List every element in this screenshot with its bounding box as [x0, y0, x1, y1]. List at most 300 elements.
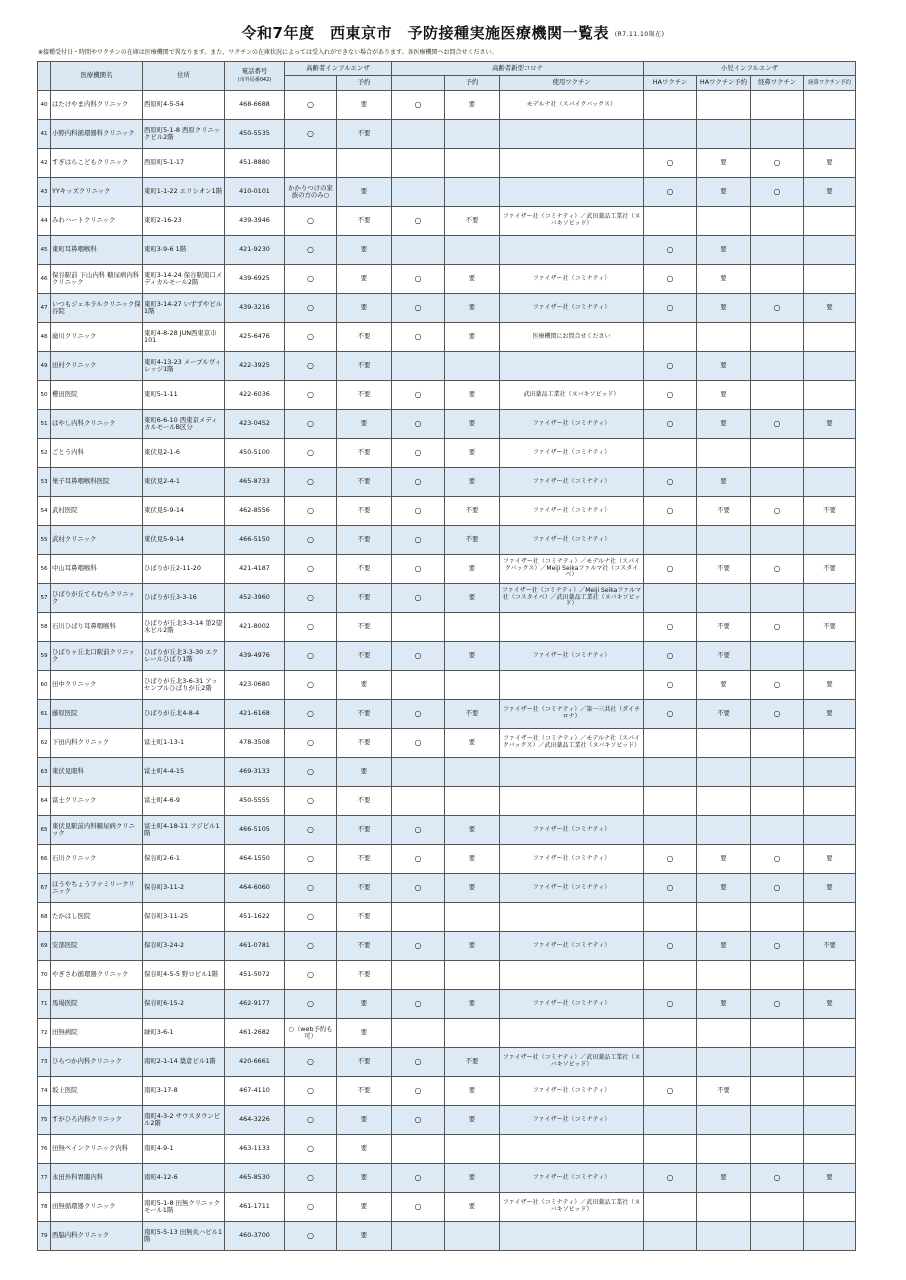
clinic-name: 西脇内科クリニック: [51, 1222, 143, 1251]
ha-reserve: 要: [697, 178, 751, 207]
clinic-phone: 452-3960: [225, 584, 285, 613]
clinic-phone: 466-5150: [225, 526, 285, 555]
elderly-flu-mark: ○: [285, 497, 337, 526]
elderly-flu-mark: ○: [285, 758, 337, 787]
ha-reserve: 要: [697, 294, 751, 323]
nasal-vaccine-mark: [751, 1106, 804, 1135]
vaccine-used: [500, 120, 644, 149]
row-number: 68: [38, 903, 51, 932]
ha-reserve: 要: [697, 265, 751, 294]
elderly-flu-mark: [285, 149, 337, 178]
table-row: [38, 236, 856, 265]
elderly-flu-reserve: 不要: [337, 584, 392, 613]
clinic-address: 富士町4-4-15: [143, 758, 225, 787]
table-row: [38, 671, 856, 700]
clinic-name: たかはし医院: [51, 903, 143, 932]
row-number: 54: [38, 497, 51, 526]
elderly-covid-mark: [392, 787, 445, 816]
elderly-flu-mark: かかりつけの家族の方のみ○: [285, 178, 337, 207]
nasal-reserve: [804, 1048, 856, 1077]
nasal-vaccine-mark: [751, 961, 804, 990]
ha-vaccine-mark: [644, 787, 697, 816]
row-number: 42: [38, 149, 51, 178]
clinic-name: 櫻田医院: [51, 381, 143, 410]
table-row: [38, 1222, 856, 1251]
row-number: 77: [38, 1164, 51, 1193]
clinic-phone: 451-1622: [225, 903, 285, 932]
clinic-name: ひばりヶ丘北口駅前クリニック: [51, 642, 143, 671]
nasal-reserve: [804, 352, 856, 381]
nasal-reserve: [804, 120, 856, 149]
elderly-covid-mark: [392, 671, 445, 700]
vaccine-used: ファイザー社（コミナティ）: [500, 265, 644, 294]
table-row: [38, 903, 856, 932]
elderly-flu-reserve: 要: [337, 1019, 392, 1048]
table-row: [38, 352, 856, 381]
elderly-covid-mark: ○: [392, 91, 445, 120]
elderly-flu-reserve: 不要: [337, 120, 392, 149]
nasal-reserve: [804, 1106, 856, 1135]
elderly-covid-mark: ○: [392, 294, 445, 323]
vaccine-used: ファイザー社（コミナティ）: [500, 1077, 644, 1106]
elderly-covid-reserve: 要: [445, 410, 500, 439]
nasal-reserve: 要: [804, 294, 856, 323]
notice-text: ※接種受付日・時間やワクチンの在庫は医療機関で異なります。また、ワクチンの在庫状況によっては受入れができない場合があります。各医療機関へお問合せください。: [38, 49, 498, 56]
elderly-flu-reserve: 要: [337, 1193, 392, 1222]
clinic-name: 下田内科クリニック: [51, 729, 143, 758]
ha-reserve: 要: [697, 1164, 751, 1193]
row-number: 74: [38, 1077, 51, 1106]
elderly-flu-reserve: 要: [337, 758, 392, 787]
elderly-flu-reserve: 不要: [337, 1077, 392, 1106]
elderly-flu-reserve: 要: [337, 91, 392, 120]
ha-reserve: 要: [697, 149, 751, 178]
clinic-name: 東伏見駅前内科糖尿病クリニック: [51, 816, 143, 845]
nasal-vaccine-mark: [751, 1019, 804, 1048]
nasal-vaccine-mark: [751, 816, 804, 845]
row-number: 40: [38, 91, 51, 120]
elderly-covid-mark: ○: [392, 497, 445, 526]
elderly-covid-reserve: 要: [445, 1106, 500, 1135]
nasal-reserve: [804, 642, 856, 671]
nasal-vaccine-mark: [751, 787, 804, 816]
clinic-address: 西原町5-1-17: [143, 149, 225, 178]
table-row: [38, 178, 856, 207]
row-number: 47: [38, 294, 51, 323]
clinic-phone: 462-9177: [225, 990, 285, 1019]
table-row: [38, 874, 856, 903]
ha-vaccine-mark: ○: [644, 149, 697, 178]
ha-vaccine-mark: [644, 1135, 697, 1164]
ha-reserve: 要: [697, 410, 751, 439]
elderly-covid-mark: ○: [392, 207, 445, 236]
elderly-flu-mark: ○: [285, 207, 337, 236]
elderly-covid-mark: ○: [392, 265, 445, 294]
nasal-reserve: 要: [804, 149, 856, 178]
elderly-flu-mark: ○: [285, 526, 337, 555]
vaccine-used: [500, 236, 644, 265]
elderly-covid-mark: [392, 1019, 445, 1048]
elderly-flu-mark: ○: [285, 874, 337, 903]
clinic-phone: 464-6060: [225, 874, 285, 903]
clinic-phone: 421-8002: [225, 613, 285, 642]
elderly-covid-reserve: 不要: [445, 700, 500, 729]
elderly-flu-mark: ○: [285, 1077, 337, 1106]
nasal-reserve: 不要: [804, 932, 856, 961]
vaccine-used: 医療機関にお問合せください: [500, 323, 644, 352]
table-row: [38, 468, 856, 497]
table-row: [38, 1048, 856, 1077]
clinic-phone: 439-3216: [225, 294, 285, 323]
nasal-reserve: 要: [804, 178, 856, 207]
table-row: [38, 207, 856, 236]
clinic-name: 馬場医院: [51, 990, 143, 1019]
elderly-covid-reserve: [445, 352, 500, 381]
ha-vaccine-mark: ○: [644, 1077, 697, 1106]
vaccine-used: ファイザー社（コミナティ）／モデルナ社（スパイクバックス）／武田薬品工業社（ヌバキソビッド）: [500, 729, 644, 758]
elderly-flu-reserve: 不要: [337, 845, 392, 874]
clinic-address: 保谷町2-6-1: [143, 845, 225, 874]
nasal-vaccine-mark: [751, 526, 804, 555]
table-row: [38, 439, 856, 468]
vaccine-used: ファイザー社（コミナティ）／武田薬品工業社（ヌバキソビッド）: [500, 1193, 644, 1222]
row-number: 50: [38, 381, 51, 410]
clinic-phone: 469-3133: [225, 758, 285, 787]
ha-reserve: [697, 91, 751, 120]
clinic-name: 廣川クリニック: [51, 323, 143, 352]
ha-reserve: [697, 903, 751, 932]
elderly-covid-reserve: 要: [445, 845, 500, 874]
elderly-covid-reserve: 不要: [445, 1048, 500, 1077]
clinic-address: 保谷町4-5-5 野ロビル1階: [143, 961, 225, 990]
clinic-address: 東伏見5-9-14: [143, 526, 225, 555]
elderly-covid-reserve: [445, 178, 500, 207]
row-number: 41: [38, 120, 51, 149]
vaccine-used: [500, 178, 644, 207]
clinic-name: ごとう内科: [51, 439, 143, 468]
nasal-vaccine-mark: [751, 352, 804, 381]
clinic-name: 田村クリニック: [51, 352, 143, 381]
clinic-name: 田中クリニック: [51, 671, 143, 700]
ha-reserve: 要: [697, 352, 751, 381]
elderly-flu-reserve: 不要: [337, 497, 392, 526]
header-elderly-covid: 高齢者新型コロナ: [392, 62, 644, 76]
ha-vaccine-mark: ○: [644, 236, 697, 265]
ha-vaccine-mark: [644, 1193, 697, 1222]
clinic-phone: 464-1550: [225, 845, 285, 874]
header-ha-reserve: HAワクチン予約: [697, 76, 751, 91]
vaccine-used: [500, 758, 644, 787]
elderly-flu-reserve: 要: [337, 671, 392, 700]
as-of-date: (R7.11.10現在): [614, 31, 665, 38]
table-row: [38, 642, 856, 671]
table-row: [38, 497, 856, 526]
ha-vaccine-mark: [644, 903, 697, 932]
ha-vaccine-mark: [644, 729, 697, 758]
elderly-covid-mark: [392, 903, 445, 932]
ha-reserve: 不要: [697, 1077, 751, 1106]
ha-reserve: [697, 787, 751, 816]
elderly-covid-reserve: 要: [445, 265, 500, 294]
nasal-reserve: [804, 91, 856, 120]
clinic-name: 富士クリニック: [51, 787, 143, 816]
header-elderly-flu-blank: [285, 76, 337, 91]
table-row: [38, 410, 856, 439]
clinic-phone: 478-3508: [225, 729, 285, 758]
page-title: [0, 22, 906, 43]
nasal-reserve: 要: [804, 990, 856, 1019]
elderly-covid-reserve: 要: [445, 294, 500, 323]
clinic-name: 武村クリニック: [51, 526, 143, 555]
clinic-phone: 463-1133: [225, 1135, 285, 1164]
vaccine-used: [500, 352, 644, 381]
elderly-flu-mark: ○: [285, 410, 337, 439]
elderly-flu-mark: ○: [285, 352, 337, 381]
clinic-address: 東町5-1-11: [143, 381, 225, 410]
clinic-name: すがひろ内科クリニック: [51, 1106, 143, 1135]
elderly-flu-reserve: 要: [337, 990, 392, 1019]
clinic-phone: 421-6168: [225, 700, 285, 729]
elderly-flu-mark: ○: [285, 265, 337, 294]
ha-vaccine-mark: ○: [644, 671, 697, 700]
vaccine-used: ファイザー社（コミナティ）: [500, 526, 644, 555]
table-row: [38, 294, 856, 323]
clinic-phone: 460-3700: [225, 1222, 285, 1251]
vaccine-used: [500, 671, 644, 700]
elderly-covid-mark: ○: [392, 584, 445, 613]
ha-reserve: 要: [697, 932, 751, 961]
ha-reserve: [697, 1106, 751, 1135]
elderly-flu-reserve: 不要: [337, 352, 392, 381]
ha-vaccine-mark: [644, 207, 697, 236]
clinic-name: 坂上医院: [51, 1077, 143, 1106]
elderly-covid-mark: [392, 236, 445, 265]
vaccine-used: ファイザー社（コミナティ）: [500, 294, 644, 323]
nasal-vaccine-mark: ○: [751, 613, 804, 642]
nasal-vaccine-mark: ○: [751, 845, 804, 874]
elderly-flu-reserve: 要: [337, 1106, 392, 1135]
ha-reserve: [697, 526, 751, 555]
clinic-name: 東伏見眼科: [51, 758, 143, 787]
clinic-name: ほうやちょうファミリークリニック: [51, 874, 143, 903]
clinic-name: 中山耳鼻咽喉科: [51, 555, 143, 584]
nasal-vaccine-mark: [751, 1193, 804, 1222]
row-number: 75: [38, 1106, 51, 1135]
elderly-flu-mark: ○: [285, 816, 337, 845]
elderly-covid-mark: ○: [392, 1048, 445, 1077]
elderly-covid-reserve: 要: [445, 990, 500, 1019]
clinic-name: はやし内科クリニック: [51, 410, 143, 439]
header-elderly-flu: 高齢者インフルエンザ: [285, 62, 392, 76]
clinic-address: 緑町3-6-1: [143, 1019, 225, 1048]
clinic-address: 東伏見2-1-6: [143, 439, 225, 468]
ha-vaccine-mark: [644, 526, 697, 555]
ha-vaccine-mark: [644, 1019, 697, 1048]
table-row: [38, 758, 856, 787]
ha-vaccine-mark: [644, 91, 697, 120]
row-number: 78: [38, 1193, 51, 1222]
clinic-name: みわハートクリニック: [51, 207, 143, 236]
nasal-vaccine-mark: [751, 903, 804, 932]
table-body: [38, 91, 856, 1251]
ha-vaccine-mark: ○: [644, 265, 697, 294]
elderly-flu-reserve: 要: [337, 410, 392, 439]
vaccine-used: [500, 1135, 644, 1164]
elderly-covid-reserve: 不要: [445, 207, 500, 236]
row-number: 64: [38, 787, 51, 816]
ha-reserve: 要: [697, 468, 751, 497]
ha-vaccine-mark: [644, 961, 697, 990]
nasal-vaccine-mark: [751, 1135, 804, 1164]
nasal-reserve: [804, 1135, 856, 1164]
elderly-flu-reserve: 不要: [337, 787, 392, 816]
nasal-reserve: [804, 1077, 856, 1106]
ha-reserve: 不要: [697, 700, 751, 729]
ha-vaccine-mark: ○: [644, 410, 697, 439]
nasal-vaccine-mark: ○: [751, 671, 804, 700]
vaccine-used: 武田薬品工業社（ヌバキソビッド）: [500, 381, 644, 410]
clinic-address: 東伏見2-4-1: [143, 468, 225, 497]
elderly-flu-mark: ○: [285, 932, 337, 961]
ha-vaccine-mark: [644, 758, 697, 787]
ha-vaccine-mark: ○: [644, 932, 697, 961]
elderly-flu-mark: ○（web予約も可）: [285, 1019, 337, 1048]
clinic-name: 保谷駅前 下山内科 糖尿病内科クリニック: [51, 265, 143, 294]
clinic-phone: 461-2682: [225, 1019, 285, 1048]
elderly-covid-reserve: 要: [445, 932, 500, 961]
ha-vaccine-mark: ○: [644, 497, 697, 526]
ha-reserve: [697, 1135, 751, 1164]
nasal-vaccine-mark: ○: [751, 294, 804, 323]
nasal-reserve: 要: [804, 700, 856, 729]
ha-reserve: [697, 1222, 751, 1251]
table-row: [38, 1164, 856, 1193]
nasal-reserve: 不要: [804, 497, 856, 526]
elderly-flu-mark: ○: [285, 120, 337, 149]
row-number: 72: [38, 1019, 51, 1048]
clinic-address: 保谷町3-24-2: [143, 932, 225, 961]
ha-vaccine-mark: ○: [644, 468, 697, 497]
nasal-vaccine-mark: [751, 439, 804, 468]
row-number: 49: [38, 352, 51, 381]
nasal-vaccine-mark: [751, 1048, 804, 1077]
nasal-reserve: 要: [804, 671, 856, 700]
nasal-vaccine-mark: ○: [751, 932, 804, 961]
nasal-reserve: [804, 381, 856, 410]
nasal-vaccine-mark: ○: [751, 700, 804, 729]
ha-reserve: [697, 961, 751, 990]
elderly-covid-reserve: [445, 120, 500, 149]
elderly-flu-reserve: 不要: [337, 700, 392, 729]
elderly-covid-mark: [392, 352, 445, 381]
elderly-covid-reserve: 要: [445, 439, 500, 468]
nasal-vaccine-mark: ○: [751, 149, 804, 178]
row-number: 62: [38, 729, 51, 758]
clinic-address: 南町3-17-8: [143, 1077, 225, 1106]
ha-vaccine-mark: ○: [644, 613, 697, 642]
row-number: 43: [38, 178, 51, 207]
nasal-reserve: 要: [804, 410, 856, 439]
nasal-reserve: [804, 584, 856, 613]
row-number: 66: [38, 845, 51, 874]
table-row: [38, 526, 856, 555]
elderly-covid-mark: ○: [392, 1077, 445, 1106]
table-row: [38, 613, 856, 642]
elderly-flu-reserve: 不要: [337, 381, 392, 410]
clinic-address: 南町4-9-1: [143, 1135, 225, 1164]
nasal-reserve: 要: [804, 874, 856, 903]
clinic-address: 保谷町3-11-2: [143, 874, 225, 903]
nasal-vaccine-mark: [751, 381, 804, 410]
table-row: [38, 265, 856, 294]
table-header: [38, 62, 856, 91]
clinic-address: ひばりが丘3-3-16: [143, 584, 225, 613]
elderly-covid-reserve: 要: [445, 381, 500, 410]
clinic-address: 西原町4-5-54: [143, 91, 225, 120]
elderly-covid-mark: [392, 613, 445, 642]
elderly-covid-reserve: 要: [445, 874, 500, 903]
table-row: [38, 787, 856, 816]
clinic-phone: 451-8880: [225, 149, 285, 178]
nasal-vaccine-mark: [751, 265, 804, 294]
nasal-vaccine-mark: [751, 207, 804, 236]
nasal-vaccine-mark: [751, 1077, 804, 1106]
row-number: 51: [38, 410, 51, 439]
elderly-covid-mark: ○: [392, 642, 445, 671]
elderly-flu-reserve: 不要: [337, 323, 392, 352]
nasal-vaccine-mark: ○: [751, 178, 804, 207]
row-number: 59: [38, 642, 51, 671]
clinic-phone: 422-3925: [225, 352, 285, 381]
elderly-flu-reserve: 不要: [337, 207, 392, 236]
vaccine-used: [500, 1222, 644, 1251]
clinic-name: 武村医院: [51, 497, 143, 526]
elderly-covid-mark: ○: [392, 1106, 445, 1135]
nasal-vaccine-mark: ○: [751, 1164, 804, 1193]
elderly-covid-mark: ○: [392, 729, 445, 758]
elderly-covid-mark: ○: [392, 468, 445, 497]
elderly-covid-reserve: 要: [445, 584, 500, 613]
elderly-covid-reserve: 不要: [445, 526, 500, 555]
clinic-address: 東伏見5-9-14: [143, 497, 225, 526]
elderly-flu-reserve: 不要: [337, 1048, 392, 1077]
clinic-phone: 462-8556: [225, 497, 285, 526]
clinic-phone: 423-0452: [225, 410, 285, 439]
clinic-phone: 450-5555: [225, 787, 285, 816]
elderly-covid-mark: ○: [392, 874, 445, 903]
clinic-phone: 422-6036: [225, 381, 285, 410]
elderly-flu-reserve: 不要: [337, 874, 392, 903]
vaccine-used: ファイザー社（コミナティ）: [500, 468, 644, 497]
elderly-flu-reserve: 不要: [337, 526, 392, 555]
ha-reserve: [697, 816, 751, 845]
elderly-covid-reserve: [445, 758, 500, 787]
elderly-covid-reserve: 要: [445, 1193, 500, 1222]
elderly-covid-mark: ○: [392, 526, 445, 555]
clinic-address: 東町3-9-6 1階: [143, 236, 225, 265]
ha-vaccine-mark: [644, 120, 697, 149]
elderly-covid-reserve: [445, 903, 500, 932]
header-elderly-flu-reserve: 予約: [337, 76, 392, 91]
elderly-covid-mark: ○: [392, 1164, 445, 1193]
clinic-name: ひらつか内科クリニック: [51, 1048, 143, 1077]
vaccine-used: ファイザー社（コミナティ）: [500, 1106, 644, 1135]
header-nasal-vaccine: 経鼻ワクチン: [751, 76, 804, 91]
nasal-vaccine-mark: ○: [751, 497, 804, 526]
ha-vaccine-mark: ○: [644, 381, 697, 410]
clinic-address: 南町2-1-14 築倉ビル1階: [143, 1048, 225, 1077]
elderly-flu-mark: ○: [285, 584, 337, 613]
